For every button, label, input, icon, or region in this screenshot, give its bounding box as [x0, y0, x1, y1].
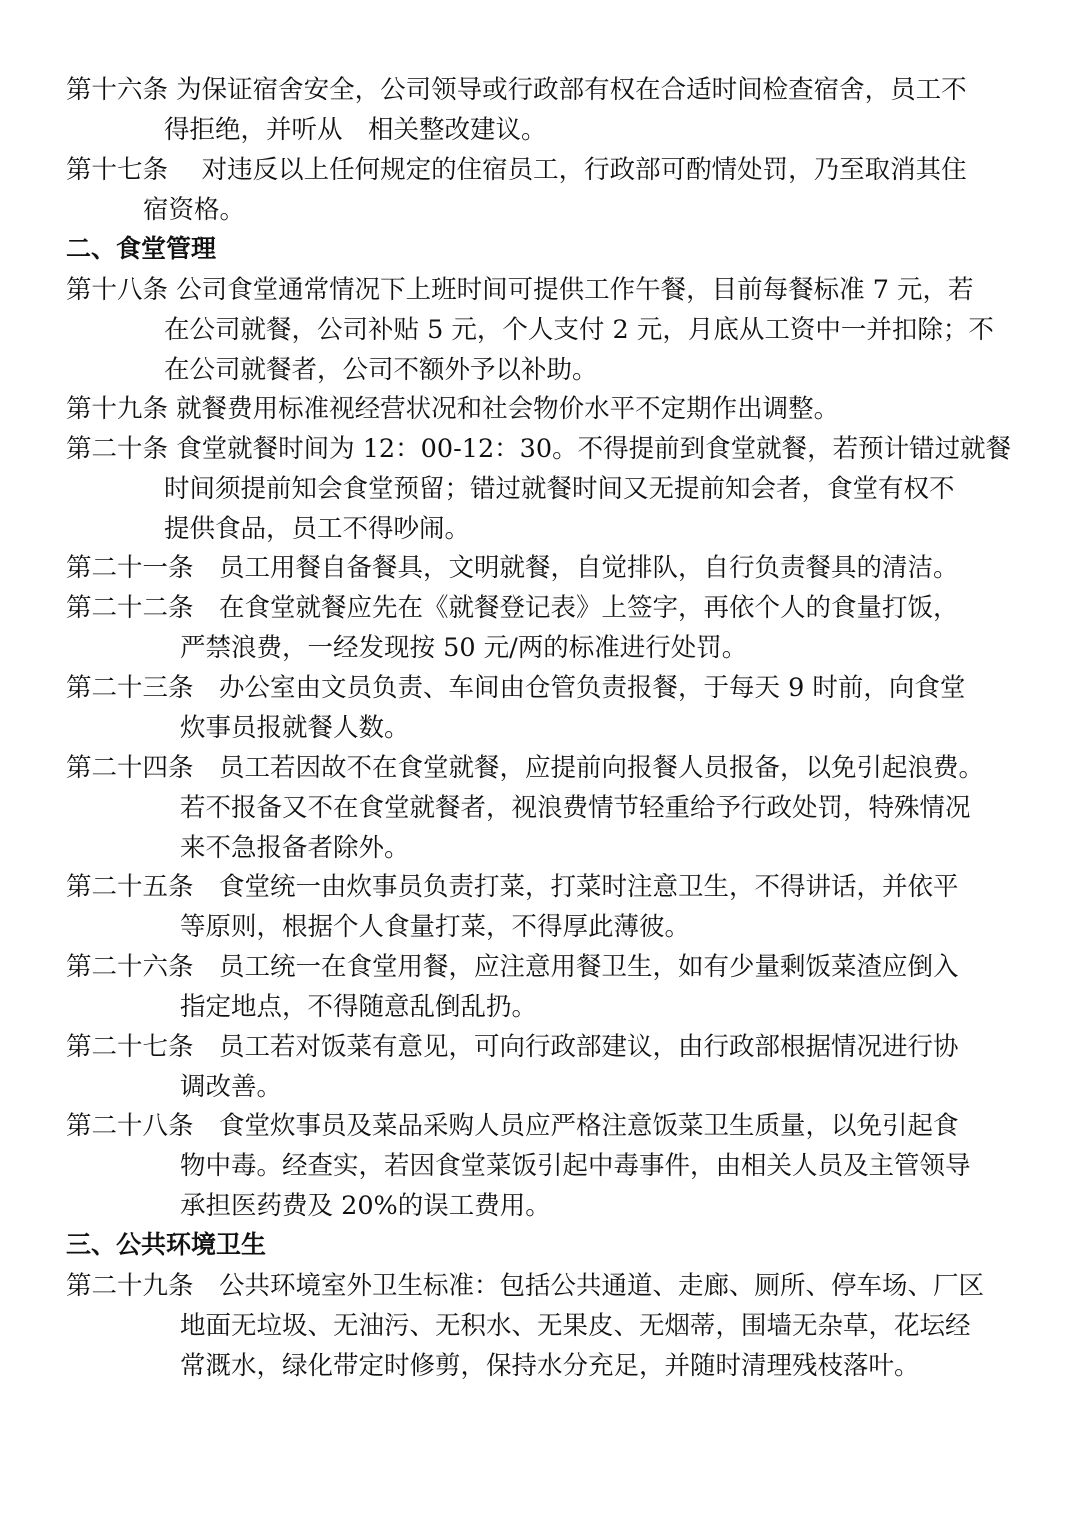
article-22-line-2: 严禁浪费，一经发现按 50 元/两的标准进行处罚。 — [180, 633, 748, 663]
article-18-line-3: 在公司就餐者，公司不额外予以补助。 — [164, 355, 598, 385]
article-21-line-1: 第二十一条 员工用餐自备餐具，文明就餐，自觉排队，自行负责餐具的清洁。 — [66, 553, 959, 583]
article-23-line-2: 炊事员报就餐人数。 — [180, 713, 410, 743]
article-29-line-1: 第二十九条 公共环境室外卫生标准：包括公共通道、走廊、厕所、停车场、厂区 — [66, 1271, 985, 1301]
article-20-line-1: 第二十条 食堂就餐时间为 12：00-12：30。不得提前到食堂就餐，若预计错过就餐 — [66, 434, 1012, 464]
article-26-line-2: 指定地点，不得随意乱倒乱扔。 — [180, 992, 538, 1022]
article-27-line-1: 第二十七条 员工若对饭菜有意见，可向行政部建议，由行政部根据情况进行协 — [66, 1032, 959, 1062]
article-27-line-2: 调改善。 — [180, 1072, 283, 1102]
article-18-line-2: 在公司就餐，公司补贴 5 元，个人支付 2 元，月底从工资中一并扣除；不 — [164, 315, 994, 345]
article-23-line-1: 第二十三条 办公室由文员负责、车间由仓管负责报餐，于每天 9 时前，向食堂 — [66, 673, 966, 703]
article-28-line-3: 承担医药费及 20%的误工费用。 — [180, 1191, 551, 1221]
article-24-line-2: 若不报备又不在食堂就餐者，视浪费情节轻重给予行政处罚，特殊情况 — [180, 793, 971, 823]
article-18-line-1: 第十八条 公司食堂通常情况下上班时间可提供工作午餐，目前每餐标准 7 元，若 — [66, 275, 974, 305]
article-25-line-1: 第二十五条 食堂统一由炊事员负责打菜，打菜时注意卫生，不得讲话，并依平 — [66, 872, 959, 902]
article-29-line-3: 常溉水，绿化带定时修剪，保持水分充足，并随时清理残枝落叶。 — [180, 1351, 920, 1381]
article-24-line-1: 第二十四条 员工若因故不在食堂就餐，应提前向报餐人员报备，以免引起浪费。 — [66, 753, 985, 783]
article-24-line-3: 来不急报备者除外。 — [180, 833, 410, 863]
article-26-line-1: 第二十六条 员工统一在食堂用餐，应注意用餐卫生，如有少量剩饭菜渣应倒入 — [66, 952, 959, 982]
article-16-line-2: 得拒绝，并听从 相关整改建议。 — [164, 115, 547, 145]
article-29-line-2: 地面无垃圾、无油污、无积水、无果皮、无烟蒂，围墙无杂草，花坛经 — [180, 1311, 971, 1341]
article-16-line-1: 第十六条 为保证宿舍安全，公司领导或行政部有权在合适时间检查宿舍，员工不 — [66, 75, 967, 105]
article-20-line-2: 时间须提前知会食堂预留；错过就餐时间又无提前知会者，食堂有权不 — [164, 474, 955, 504]
article-28-line-1: 第二十八条 食堂炊事员及菜品采购人员应严格注意饭菜卫生质量，以免引起食 — [66, 1111, 959, 1141]
article-22-line-1: 第二十二条 在食堂就餐应先在《就餐登记表》上签字，再依个人的食量打饭， — [66, 593, 959, 623]
article-17-line-1: 第十七条 对违反以上任何规定的住宿员工，行政部可酌情处罚，乃至取消其住 — [66, 155, 967, 185]
article-20-line-3: 提供食品，员工不得吵闹。 — [164, 514, 471, 544]
section-heading-public: 三、公共环境卫生 — [66, 1230, 267, 1259]
article-28-line-2: 物中毒。经查实，若因食堂菜饭引起中毒事件，由相关人员及主管领导 — [180, 1151, 971, 1181]
article-17-line-2: 宿资格。 — [143, 195, 246, 225]
article-19-line-1: 第十九条 就餐费用标准视经营状况和社会物价水平不定期作出调整。 — [66, 394, 840, 424]
article-25-line-2: 等原则，根据个人食量打菜，不得厚此薄彼。 — [180, 912, 691, 942]
section-heading-canteen: 二、食堂管理 — [66, 234, 217, 263]
